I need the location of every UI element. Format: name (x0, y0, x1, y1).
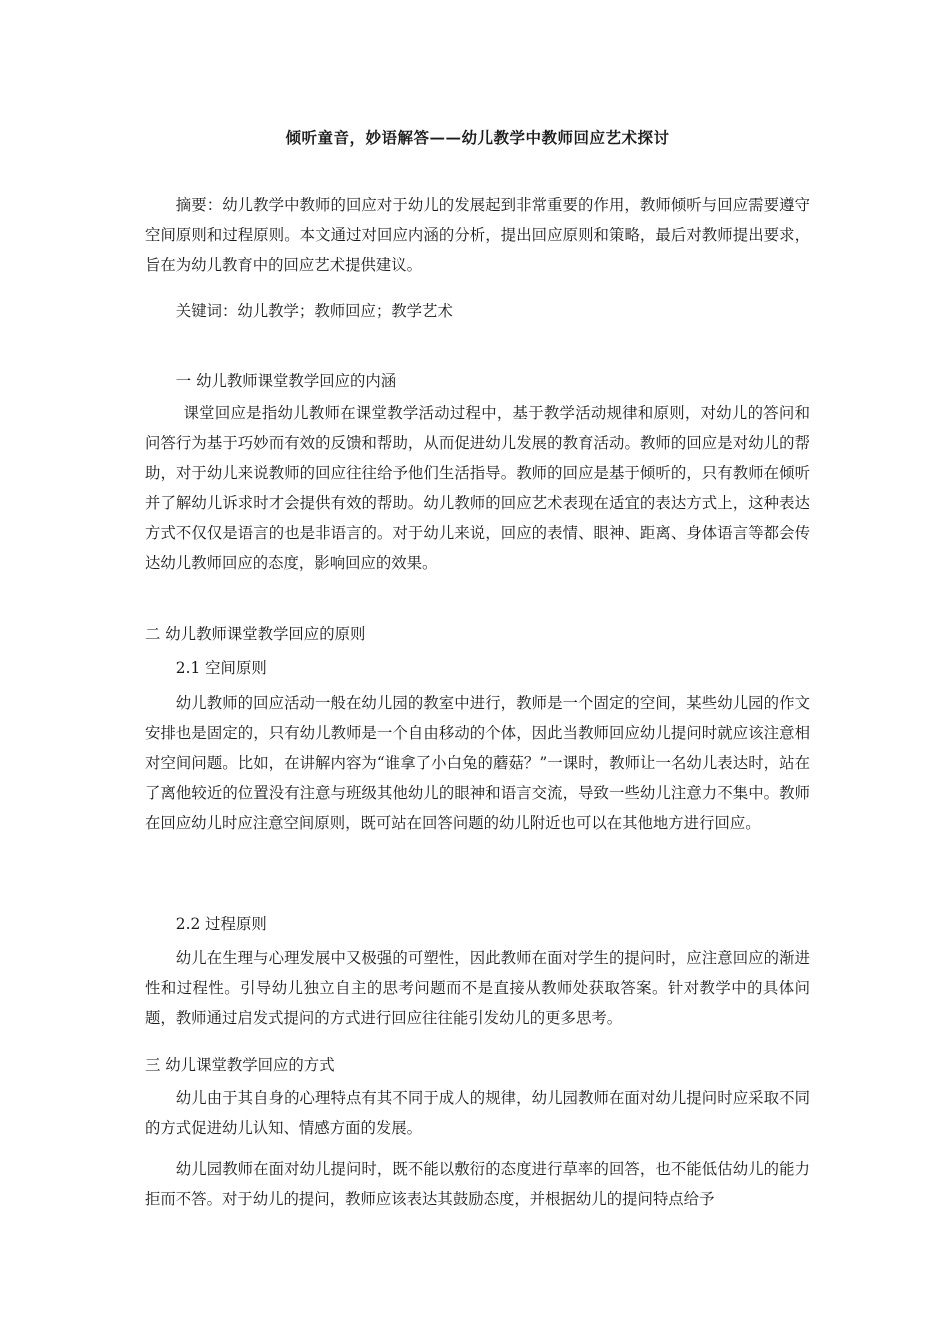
section-2-1-paragraph: 幼儿教师的回应活动一般在幼儿园的教室中进行，教师是一个固定的空间，某些幼儿园的作文安排也是固定的，只有幼儿教师是一个自由移动的个体，因此当教师回应幼儿提问时就应该注意相对空间问题。比如，在讲解内容为“谁拿了小白兔的蘑菇？”一课时，教师让一名幼儿表达时，站在了离他较近的位置没有注意与班级其他幼儿的眼神和语言交流，导致一些幼儿注意力不集中。教师在回应幼儿时应注意空间原则，既可站在回答问题的幼儿附近也可以在其他地方进行回应。 (145, 694, 810, 832)
abstract-paragraph: 摘要：幼儿教学中教师的回应对于幼儿的发展起到非常重要的作用，教师倾听与回应需要遵守空间原则和过程原则。本文通过对回应内涵的分析，提出回应原则和策略，最后对教师提出要求，旨在为幼儿教育中的回应艺术提供建议。 (145, 196, 810, 274)
section-2-2-paragraph: 幼儿在生理与心理发展中又极强的可塑性，因此教师在面对学生的提问时，应注意回应的渐进性和过程性。引导幼儿独立自主的思考问题而不是直接从教师处获取答案。针对教学中的具体问题，教师通过启发式提问的方式进行回应往往能引发幼儿的更多思考。 (145, 949, 810, 1027)
section-3-paragraph-2: 幼儿园教师在面对幼儿提问时，既不能以敷衍的态度进行草率的回答，也不能低估幼儿的能力拒而不答。对于幼儿的提问，教师应该表达其鼓励态度，并根据幼儿的提问特点给予 (145, 1160, 810, 1208)
keywords-line: 关键词：幼儿教学；教师回应；教学艺术 (175, 302, 453, 320)
section-2-heading: 二 幼儿教师课堂教学回应的原则 (145, 625, 366, 643)
section-1-heading: 一 幼儿教师课堂教学回应的内涵 (175, 372, 397, 390)
section-1-paragraph: 课堂回应是指幼儿教师在课堂教学活动过程中，基于教学活动规律和原则，对幼儿的答问和问答行为基于巧妙而有效的反馈和帮助，从而促进幼儿发展的教育活动。教师的回应是对幼儿的帮助，对于幼儿来说教师的回应往往给予他们生活指导。教师的回应是基于倾听的，只有教师在倾听并了解幼儿诉求时才会提供有效的帮助。幼儿教师的回应艺术表现在适宜的表达方式上，这种表达方式不仅仅是语言的也是非语言的。对于幼儿来说，回应的表情、眼神、距离、身体语言等都会传达幼儿教师回应的态度，影响回应的效果。 (145, 404, 810, 572)
section-2-2-heading: 2.2 过程原则 (175, 915, 267, 933)
section-2-1-heading: 2.1 空间原则 (175, 659, 267, 677)
paper-title: 倾听童音，妙语解答——幼儿教学中教师回应艺术探讨 (285, 128, 670, 147)
section-3-heading: 三 幼儿课堂教学回应的方式 (145, 1056, 335, 1074)
section-3-paragraph-1: 幼儿由于其自身的心理特点有其不同于成人的规律，幼儿园教师在面对幼儿提问时应采取不同的方式促进幼儿认知、情感方面的发展。 (145, 1089, 810, 1137)
